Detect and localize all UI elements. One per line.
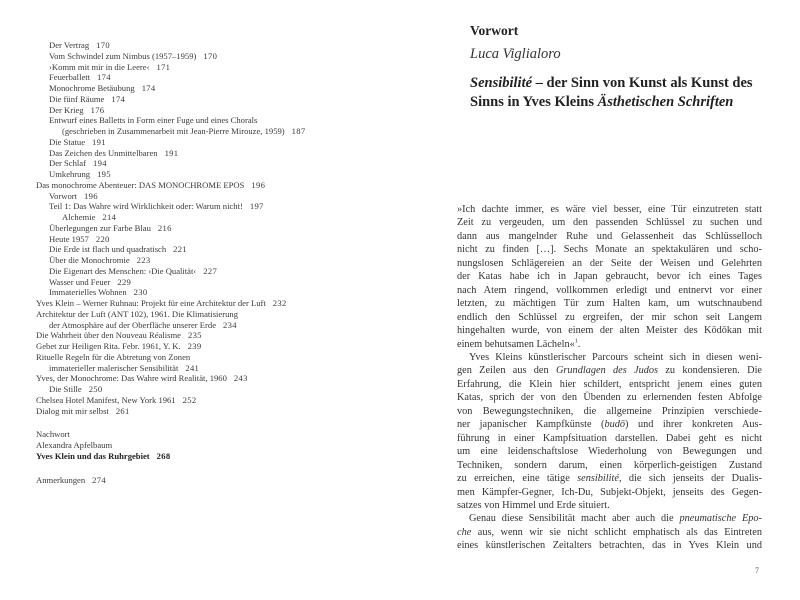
- toc-entry-title: immaterieller malerischer Sensibilität: [49, 362, 179, 373]
- toc-entry: [36, 223, 396, 234]
- toc-entry: [36, 277, 396, 288]
- toc-entry: [36, 363, 396, 374]
- toc-entry: [36, 475, 396, 486]
- toc-entry: [36, 373, 396, 384]
- toc-entry-page: 223: [136, 255, 151, 265]
- toc-entry-title: Der Krieg: [49, 104, 84, 115]
- toc-entry: [36, 330, 396, 341]
- toc-entry-title: Überlegungen zur Farbe Blau: [49, 222, 151, 233]
- toc-entry-page: 214: [102, 212, 117, 222]
- text-segment: zu erreichen, eine tätige: [457, 473, 578, 485]
- text-segment: sensibilité: [577, 473, 619, 485]
- chapter-title-italic-2: Ästhetischen Schriften: [597, 94, 734, 110]
- text-segment: pneumatische Epo-: [679, 513, 762, 525]
- toc-entry-page: 174: [141, 83, 156, 93]
- toc-entry: [36, 395, 396, 406]
- toc-entry: [36, 62, 396, 73]
- toc-entry-title: Das monochrome Abenteuer: DAS MONOCHROME EPOS: [36, 179, 245, 190]
- toc-entry-page: 174: [111, 93, 126, 104]
- toc-entry-title: ›Komm mit mir in die Leere‹: [49, 61, 150, 72]
- toc-entry-title: Entwurf eines Balletts in Form einer Fuge und eines Chorals: [49, 115, 258, 126]
- toc-entry-page: 176: [90, 104, 105, 115]
- text-line: [457, 243, 762, 256]
- text-segment: einem behutsamen Lächeln«: [457, 338, 575, 350]
- toc-entry: [36, 451, 396, 462]
- text-segment: endlich den Schlüssel zu ergreifen, der mir schon seit Langem: [457, 311, 762, 323]
- text-segment: dann aus mangelnder Ruhe und Gelassenheit das Schlüsselloch: [457, 230, 762, 242]
- toc-entry: [36, 244, 396, 255]
- toc-entry: [36, 384, 396, 395]
- toc-entry-title: Die Statue: [49, 136, 86, 147]
- text-line: [457, 391, 762, 404]
- text-line: [457, 418, 762, 431]
- right-page-foreword: [400, 0, 800, 600]
- text-line: [457, 338, 762, 351]
- toc-entry-page: 191: [164, 147, 179, 158]
- toc-entry-title: Chelsea Hotel Manifest, New York 1961: [36, 394, 176, 405]
- toc-entry: [36, 298, 396, 309]
- toc-entry: [36, 266, 396, 277]
- text-line: [457, 311, 762, 324]
- text-segment: nicht zu finden […]. Sechs Monate an spektakulären und scho-: [457, 244, 762, 256]
- toc-entry-title: (geschrieben in Zusammenarbeit mit Jean-Pierre Mirouze, 1959): [62, 126, 285, 136]
- chapter-title: [470, 74, 790, 112]
- toc-entry-page: 195: [97, 169, 111, 179]
- toc-entry-page: 220: [95, 233, 110, 244]
- text-segment: Grundlagen des Judos: [555, 365, 659, 377]
- toc-entry-page: 252: [182, 394, 197, 405]
- toc-entry-page: 229: [117, 276, 132, 287]
- toc-entry-page: 227: [203, 265, 218, 276]
- text-line: [457, 472, 762, 485]
- toc-entry: [36, 287, 396, 298]
- text-line: [457, 405, 762, 418]
- toc-entry-page: 216: [157, 222, 172, 233]
- text-segment: .: [577, 338, 581, 350]
- toc-entry-title: Alchemie: [62, 212, 96, 222]
- toc-entry: [36, 83, 396, 94]
- text-line: [457, 526, 762, 539]
- toc-entry-page: 239: [187, 341, 202, 351]
- text-line: [457, 432, 762, 445]
- author-name: Luca Viglialoro: [470, 46, 561, 62]
- text-segment: Techniken, sondern darum, einen körperlich-geistigen Zustand: [457, 459, 762, 471]
- text-line: [457, 378, 762, 391]
- toc-entry-title: Architektur der Luft (ANT 102), 1961. Die Klimatisierung: [36, 308, 238, 319]
- text-segment: aus, wenn wir sie nicht schlicht emphatisch als das Eintreten: [471, 526, 762, 538]
- toc-entry-title: Yves Klein – Werner Ruhnau: Projekt für eine Architektur der Luft: [36, 298, 266, 308]
- text-segment: gen Zeilen aus den: [457, 365, 556, 377]
- toc-entry-page: 232: [272, 298, 287, 308]
- toc-entry: [36, 234, 396, 245]
- text-segment: eines künstlerischen Zeitalters betrachten, das in Yves Klein und: [457, 540, 762, 552]
- toc-entry: [36, 352, 396, 363]
- text-segment: Katas, sprich der von den Übenden zu erlernenden festen Abfolge: [457, 392, 762, 404]
- toc-entry-page: 197: [249, 201, 264, 212]
- text-segment: um eine leidenschaftslose Wiederholung von Bewegungen und: [457, 446, 762, 458]
- paragraph: [457, 203, 762, 351]
- text-segment: satzes von Himmel und Erde situiert.: [457, 499, 610, 511]
- toc-entry: [36, 126, 396, 137]
- chapter-heading: [470, 22, 790, 112]
- toc-entry-page: 241: [185, 362, 200, 373]
- toc-entry-page: 170: [203, 50, 218, 61]
- chapter-title-plain: – der Sinn von Kunst als Kunst des Sinns in Yves Kleins: [470, 75, 753, 110]
- toc-entry-page: 268: [156, 450, 171, 461]
- toc-entry: [36, 180, 396, 191]
- toc-entry-title: Das Zeichen des Unmittelbaren: [49, 147, 158, 158]
- text-line: [457, 284, 762, 297]
- text-line: [457, 203, 762, 216]
- chapter-title-italic-1: Sensibilité: [470, 75, 533, 91]
- text-segment: »Ich dachte immer, es wäre viel besser, eine Tür einzutreten statt: [457, 204, 762, 215]
- toc-entry-title: Die Wahrheit über den Nouveau Réalisme: [36, 330, 181, 341]
- toc-entry-title: Yves Klein und das Ruhrgebiet: [36, 450, 150, 461]
- toc-entry-title: Monochrome Betäubung: [49, 83, 135, 93]
- toc-entry-title: Dialog mit mir selbst: [36, 405, 109, 416]
- text-line: [457, 324, 762, 337]
- toc-entry: [36, 137, 396, 148]
- section-label: Vorwort: [470, 23, 519, 38]
- toc-entry-title: Rituelle Regeln für die Abtretung von Zonen: [36, 351, 191, 362]
- toc-entry: [36, 105, 396, 116]
- toc-entry-page: 194: [93, 158, 107, 169]
- toc-entry-title: Der Vertrag: [49, 40, 90, 50]
- toc-entry-title: Vom Schwindel zum Nimbus (1957–1959): [49, 50, 197, 61]
- text-segment: von Bewegungstechniken, die allgemeine Prinzipien verschiede-: [457, 405, 762, 417]
- toc-entry-title: Feuerballett: [49, 72, 91, 83]
- toc-entry: [36, 341, 396, 352]
- toc-entry-title: Der Schlaf: [49, 158, 86, 169]
- toc-entry-title: Yves, der Monochrome: Das Wahre wird Realität, 1960: [36, 373, 227, 384]
- toc-spacer: [36, 416, 396, 429]
- toc-entry: [36, 115, 396, 126]
- text-segment: Erfahrung, die Klein hier schildert, entspricht jenem eines guten: [457, 378, 762, 390]
- text-line: [457, 539, 762, 552]
- text-segment: ner japanischer Kampfkünste (: [457, 419, 605, 431]
- toc-entry-title: Gebet zur Heiligen Rita. Febr. 1961, Y. K.: [36, 341, 181, 351]
- text-line: [457, 216, 762, 229]
- toc-entry-title: Über die Monochromie: [49, 255, 130, 265]
- text-segment: Yves Kleins künstlerischer Parcours scheint sich in diesen weni-: [469, 351, 762, 363]
- toc-entry-title: Heute 1957: [49, 233, 89, 244]
- text-line: [457, 364, 762, 377]
- text-segment: , die sich jenseits der Dualis-: [618, 473, 762, 485]
- toc-entry-page: 170: [96, 40, 110, 50]
- text-segment: letzten, zu mächtigen Tür zum Halten kam, um wutschnaubend: [457, 298, 762, 310]
- toc-entry-title: Nachwort: [36, 429, 70, 440]
- toc-entry-page: 243: [233, 373, 248, 384]
- toc-entry-title: Anmerkungen: [36, 474, 86, 485]
- toc-entry: [36, 169, 396, 180]
- text-segment: budō: [604, 419, 626, 431]
- toc-entry-page: 196: [251, 179, 266, 190]
- text-line: [457, 512, 762, 525]
- text-segment: nach Atem ringend, vollkommen erledigt und entnervt vor einer: [457, 284, 762, 296]
- toc-entry-page: 191: [92, 136, 106, 147]
- text-line: [457, 257, 762, 270]
- text-segment: der Katas habe ich in Japan gebraucht, bevor ich eines Tages: [457, 271, 762, 283]
- toc-entry-title: Vorwort: [49, 190, 78, 201]
- toc-entry-page: 174: [97, 72, 111, 83]
- toc-entry: [36, 406, 396, 417]
- toc-entry: [36, 309, 396, 320]
- toc-entry-page: 171: [156, 61, 171, 72]
- toc-entry: [36, 429, 396, 440]
- text-segment: men Kämpfer-Gegner, Ich-Du, Subjekt-Objekt, jenseits des Gegen-: [457, 486, 762, 498]
- text-segment: Zeit zu vergeuden, um den passenden Schlüssel zu suchen und: [457, 217, 762, 229]
- toc-entry: [36, 158, 396, 169]
- toc-entry: [36, 72, 396, 83]
- toc-entry-title: Teil 1: Das Wahre wird Wirklichkeit oder: Warum nicht!: [49, 201, 243, 212]
- toc-entry: [36, 148, 396, 159]
- text-segment: führung in einer Kampfsituation darstellen. Dabei geht es nicht: [457, 432, 762, 444]
- text-line: [457, 351, 762, 364]
- text-segment: nungslosen Schlägereien an der Seite der Weisen und Gelehrten: [457, 257, 762, 269]
- toc-entry-title: Die Erde ist flach und quadratisch: [49, 244, 167, 255]
- table-of-contents: [36, 40, 396, 485]
- text-line: [457, 230, 762, 243]
- text-line: [457, 297, 762, 310]
- toc-entry: [36, 94, 396, 105]
- text-segment: Genau diese Sensibilität macht aber auch die: [469, 513, 680, 525]
- toc-spacer: [36, 462, 396, 475]
- toc-entry-title: Immaterielles Wohnen: [49, 287, 127, 298]
- text-segment: ) und ihrer konkreten Aus-: [625, 419, 762, 431]
- toc-entry-title: Wasser und Feuer: [49, 276, 111, 287]
- toc-entry: [36, 320, 396, 331]
- text-line: [457, 486, 762, 499]
- page-number: 7: [755, 566, 759, 575]
- toc-entry-title: Alexandra Apfelbaum: [36, 440, 113, 450]
- toc-entry-title: Die Eigenart des Menschen: ›Die Qualität‹: [49, 265, 197, 276]
- paragraph: [457, 512, 762, 552]
- body-text: [457, 203, 762, 553]
- text-segment: zu kondensieren. Die: [658, 365, 763, 377]
- toc-entry-page: 230: [133, 287, 148, 298]
- toc-entry-page: 250: [88, 384, 103, 394]
- toc-entry: [36, 212, 396, 223]
- toc-entry: [36, 51, 396, 62]
- footnote-marker: 1: [574, 338, 578, 345]
- toc-entry-page: 274: [92, 474, 106, 485]
- toc-entry-page: 261: [115, 405, 130, 416]
- toc-entry-page: 234: [223, 319, 237, 330]
- text-line: [457, 499, 762, 512]
- toc-entry: [36, 201, 396, 212]
- toc-entry-title: Die Stille: [49, 384, 82, 394]
- toc-entry-title: Die fünf Räume: [49, 93, 105, 104]
- toc-entry: [36, 440, 396, 451]
- toc-entry: [36, 191, 396, 202]
- text-line: [457, 459, 762, 472]
- toc-entry: [36, 255, 396, 266]
- paragraph: [457, 351, 762, 512]
- toc-entry: [36, 40, 396, 51]
- toc-entry-page: 221: [173, 244, 187, 255]
- text-line: [457, 270, 762, 283]
- toc-entry-page: 187: [291, 126, 306, 136]
- text-line: [457, 445, 762, 458]
- text-segment: hingehalten wurde, von einem der alten Meister des Kōdōkan mit: [457, 325, 762, 337]
- toc-entry-title: Umkehrung: [49, 169, 91, 179]
- text-segment: che: [457, 526, 472, 538]
- toc-entry-page: 235: [187, 330, 202, 341]
- toc-entry-page: 196: [84, 190, 98, 201]
- toc-entry-title: der Atmosphäre auf der Oberfläche unserer Erde: [49, 319, 217, 330]
